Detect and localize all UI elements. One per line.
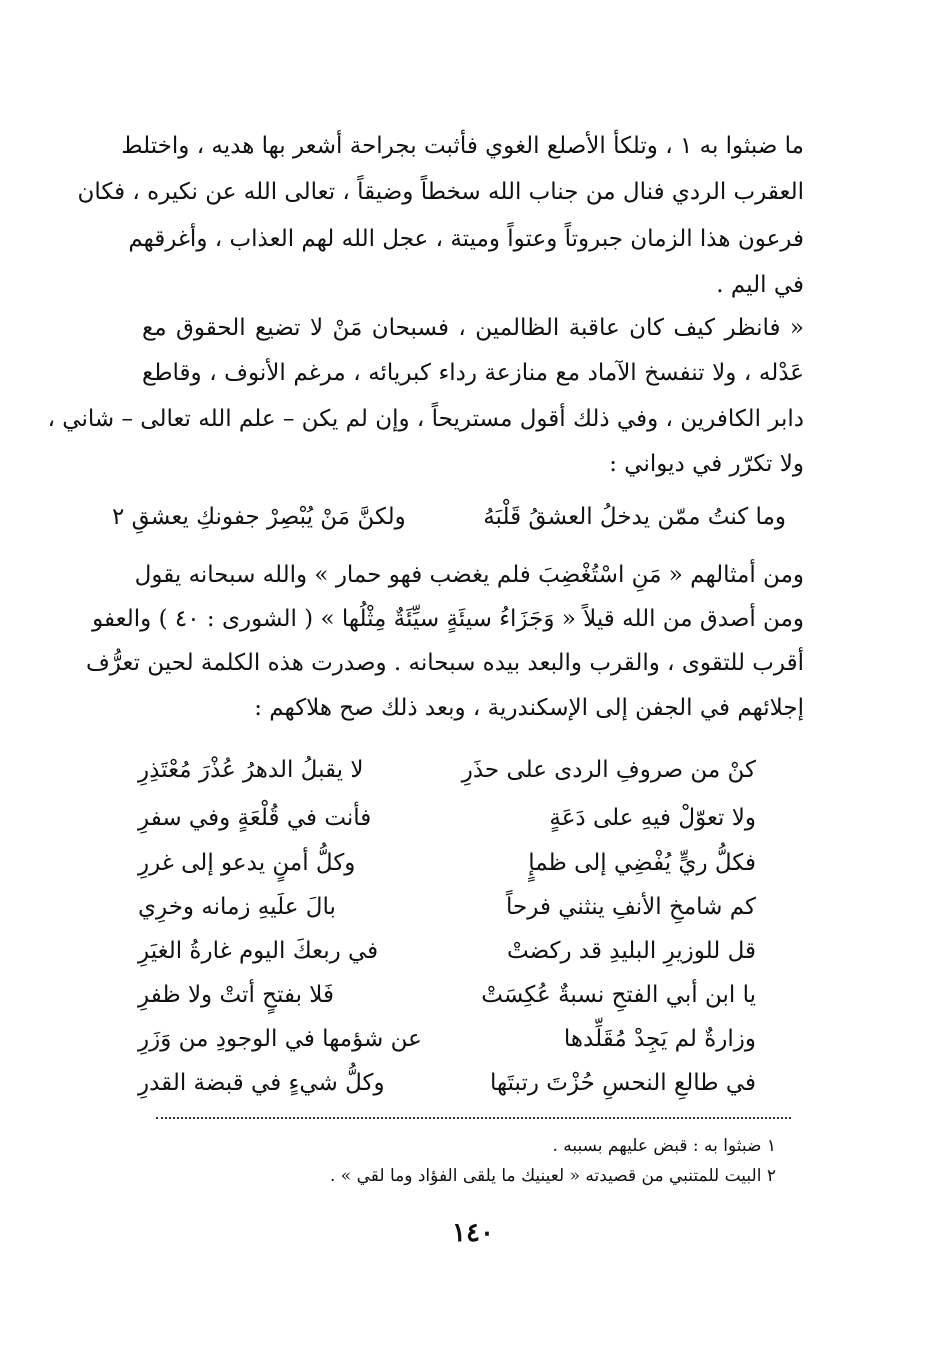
- poem-hemistich-second: فَلا بفتحٍ أتتْ ولا ظفرِ: [138, 982, 335, 1008]
- paragraph-line: ما ضبثوا به ١ ، وتلكأ الأصلع الغوي فأثبت بجراحة أشعر بها هديه ، واختلط: [121, 133, 804, 159]
- paragraph-line: أقرب للتقوى ، والقرب والبعد بيده سبحانه . وصدرت هذه الكلمة لحين تعرُّف: [85, 650, 804, 676]
- verse-hemistich-first: وما كنتُ ممّن يدخلُ العشقُ قَلْبَهُ: [483, 504, 786, 530]
- poem-hemistich-second: بالَ علَيهِ زمانه وخرِي: [138, 894, 336, 920]
- page-number: ١٤٠: [452, 1218, 494, 1248]
- poem-hemistich-second: في ربعكَ اليوم غارةُ الغيَرِ: [138, 938, 379, 964]
- poem-hemistich-first: كنْ من صروفِ الردى على حذَرِ: [461, 757, 756, 783]
- paragraph-line: ولا تكرّر في ديواني :: [609, 451, 804, 477]
- poem-hemistich-first: ولا تعوّلْ فيهِ على دَعَةٍ: [549, 805, 756, 831]
- paragraph-line: في اليم .: [716, 272, 804, 298]
- footnote-separator: [156, 1117, 791, 1119]
- footnote: ١ ضبثوا به : قبض عليهم بسببه .: [552, 1136, 776, 1156]
- poem-hemistich-second: عن شؤمها في الوجودِ من وَزَرِ: [138, 1026, 422, 1052]
- paragraph-line: ومن أصدق من الله قيلاً « وَجَزَاءُ سيئَةٍ سيِّئَةٌ مِثْلُها » ( الشورى : ٤٠ ) والعفو: [92, 606, 804, 632]
- poem-hemistich-first: في طالعِ النحسِ حُزْتَ رتبتَها: [489, 1070, 756, 1096]
- paragraph-line: « فانظر كيف كان عاقبة الظالمين ، فسبحان مَنْ لا تضيع الحقوق مع: [142, 315, 804, 341]
- poem-hemistich-second: فأنت في قُلْعَةٍ وفي سفرِ: [138, 805, 372, 831]
- poem-hemistich-second: وكلُّ شيءٍ في قبضة القدرِ: [138, 1070, 385, 1096]
- poem-hemistich-first: كم شامخِ الأنفِ ينثني فرحاً: [506, 894, 756, 920]
- paragraph-line: عَدْله ، ولا تنفسخ الآماد مع منازعة رداء كبريائه ، مرغم الأنوف ، وقاطع: [142, 360, 804, 386]
- paragraph-line: دابر الكافرين ، وفي ذلك أقول مستريحاً ، وإن لم يكن – علم الله تعالى – شاني ،: [47, 406, 804, 432]
- footnote: ٢ البيت للمتنبي من قصيدته « لعينيك ما يلقى الفؤاد وما لقي » .: [330, 1166, 776, 1186]
- paragraph-line: فرعون هذا الزمان جبروتاً وعتواً وميتة ، عجل الله لهم العذاب ، وأغرقهم: [128, 226, 804, 252]
- poem-hemistich-first: يا ابن أبي الفتحِ نسبةٌ عُكِسَتْ: [481, 982, 756, 1008]
- poem-hemistich-first: فكلُّ ريٍّ يُفْضِي إلى ظمإٍ: [528, 850, 756, 876]
- poem-hemistich-first: قل للوزيرِ البليدِ قد ركضتْ: [507, 938, 756, 964]
- verse-hemistich-second: ولكنَّ مَنْ يُبْصِرْ جفونكِ يعشقِ ٢: [112, 504, 406, 530]
- poem-hemistich-second: لا يقبلُ الدهرُ عُذْرَ مُعْتَذِرِ: [138, 757, 364, 783]
- poem-hemistich-first: وزارةٌ لم يَجِدْ مُقَلِّدها: [563, 1026, 756, 1052]
- paragraph-line: إجلائهم في الجفن إلى الإسكندرية ، وبعد ذلك صح هلاكهم :: [254, 695, 804, 721]
- poem-hemistich-second: وكلُّ أمنٍ يدعو إلى غررِ: [138, 850, 356, 876]
- paragraph-line: العقرب الردي فنال من جناب الله سخطاً وضيقاً ، تعالى الله عن نكيره ، فكان: [77, 179, 804, 205]
- paragraph-line: ومن أمثالهم « مَنِ اسْتُغْضِبَ فلم يغضب فهو حمار » والله سبحانه يقول: [134, 562, 804, 588]
